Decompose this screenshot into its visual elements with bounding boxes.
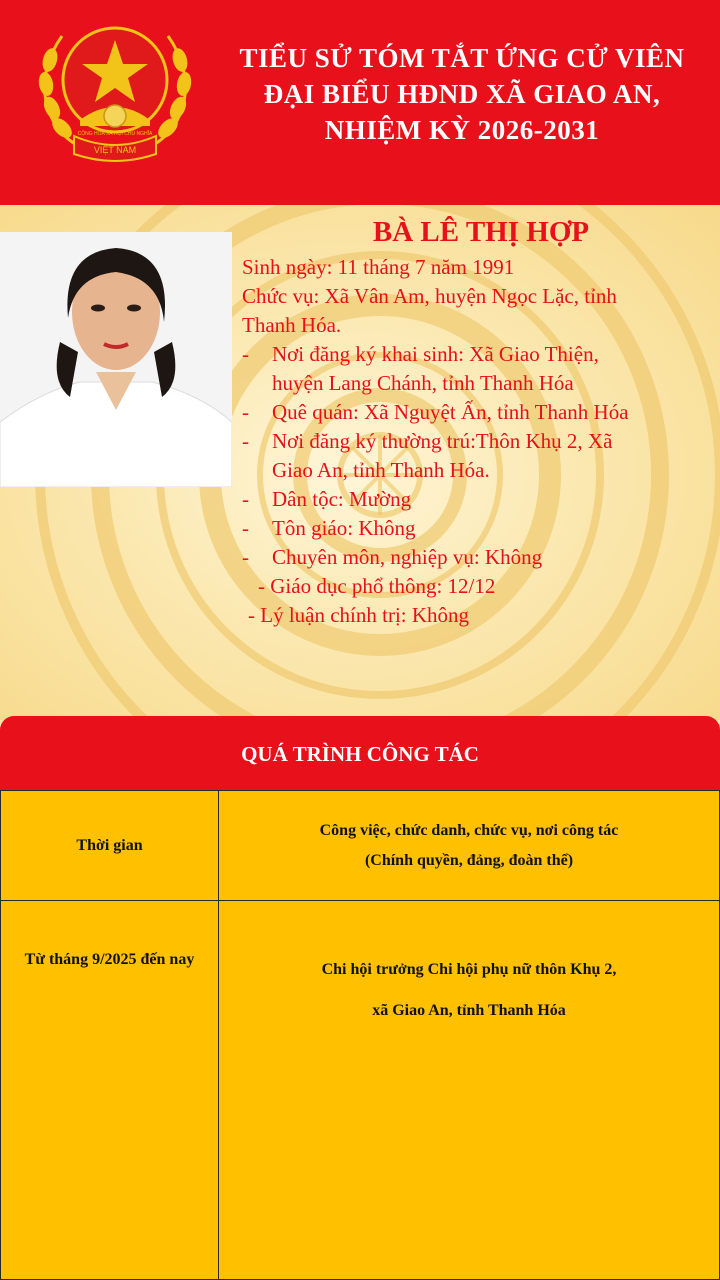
- row-job: Chi hội trưởng Chi hội phụ nữ thôn Khụ 2, xã Giao An, tỉnh Thanh Hóa: [219, 901, 720, 1280]
- detail-item: - Tôn giáo: Không: [242, 516, 416, 540]
- candidate-photo: [0, 232, 232, 487]
- candidate-name: BÀ LÊ THỊ HỢP: [372, 216, 590, 248]
- education-line: - Giáo dục phổ thông: 12/12: [258, 574, 496, 598]
- biography-section: [0, 205, 720, 720]
- detail-item: - Nơi đăng ký khai sinh: Xã Giao Thiện, huyện Lang Chánh, tỉnh Thanh Hóa: [242, 342, 599, 395]
- work-history-table: [0, 790, 720, 1280]
- table-row: [1, 901, 720, 1280]
- column-header-job: Công việc, chức danh, chức vụ, nơi công tác (Chính quyền, đảng, đoàn thể): [219, 791, 720, 901]
- candidate-info: [242, 215, 712, 630]
- svg-text:CỘNG HÒA XÃ HỘI CHỦ NGHĨA: CỘNG HÒA XÃ HỘI CHỦ NGHĨA: [77, 131, 153, 137]
- work-history-header: [0, 716, 720, 791]
- detail-item: - Chuyên môn, nghiệp vụ: Không: [242, 545, 543, 569]
- position-line-1: Chức vụ: Xã Vân Am, huyện Ngọc Lặc, tỉnh: [242, 284, 617, 308]
- row-time: Từ tháng 9/2025 đến nay: [1, 901, 219, 1280]
- birth-date: Sinh ngày: 11 tháng 7 năm 1991: [242, 255, 515, 279]
- svg-text:VIỆT NAM: VIỆT NAM: [93, 145, 137, 155]
- national-emblem: [22, 8, 208, 168]
- table-header-row: [1, 791, 720, 901]
- header-banner: [0, 0, 720, 205]
- position-line-2: Thanh Hóa.: [242, 313, 342, 337]
- detail-item: - Dân tộc: Mường: [242, 487, 412, 511]
- page-title: TIỂU SỬ TÓM TẮT ỨNG CỬ VIÊN ĐẠI BIỂU HĐND XÃ GIAO AN, NHIỆM KỲ 2026-2031: [239, 43, 685, 145]
- political-theory-line: - Lý luận chính trị: Không: [248, 603, 470, 627]
- column-header-time: Thời gian: [1, 791, 219, 901]
- section-title: QUÁ TRÌNH CÔNG TÁC: [241, 742, 479, 766]
- detail-item: - Quê quán: Xã Nguyệt Ấn, tỉnh Thanh Hóa: [242, 400, 629, 424]
- detail-item: - Nơi đăng ký thường trú:Thôn Khụ 2, Xã Giao An, tỉnh Thanh Hóa.: [242, 429, 613, 482]
